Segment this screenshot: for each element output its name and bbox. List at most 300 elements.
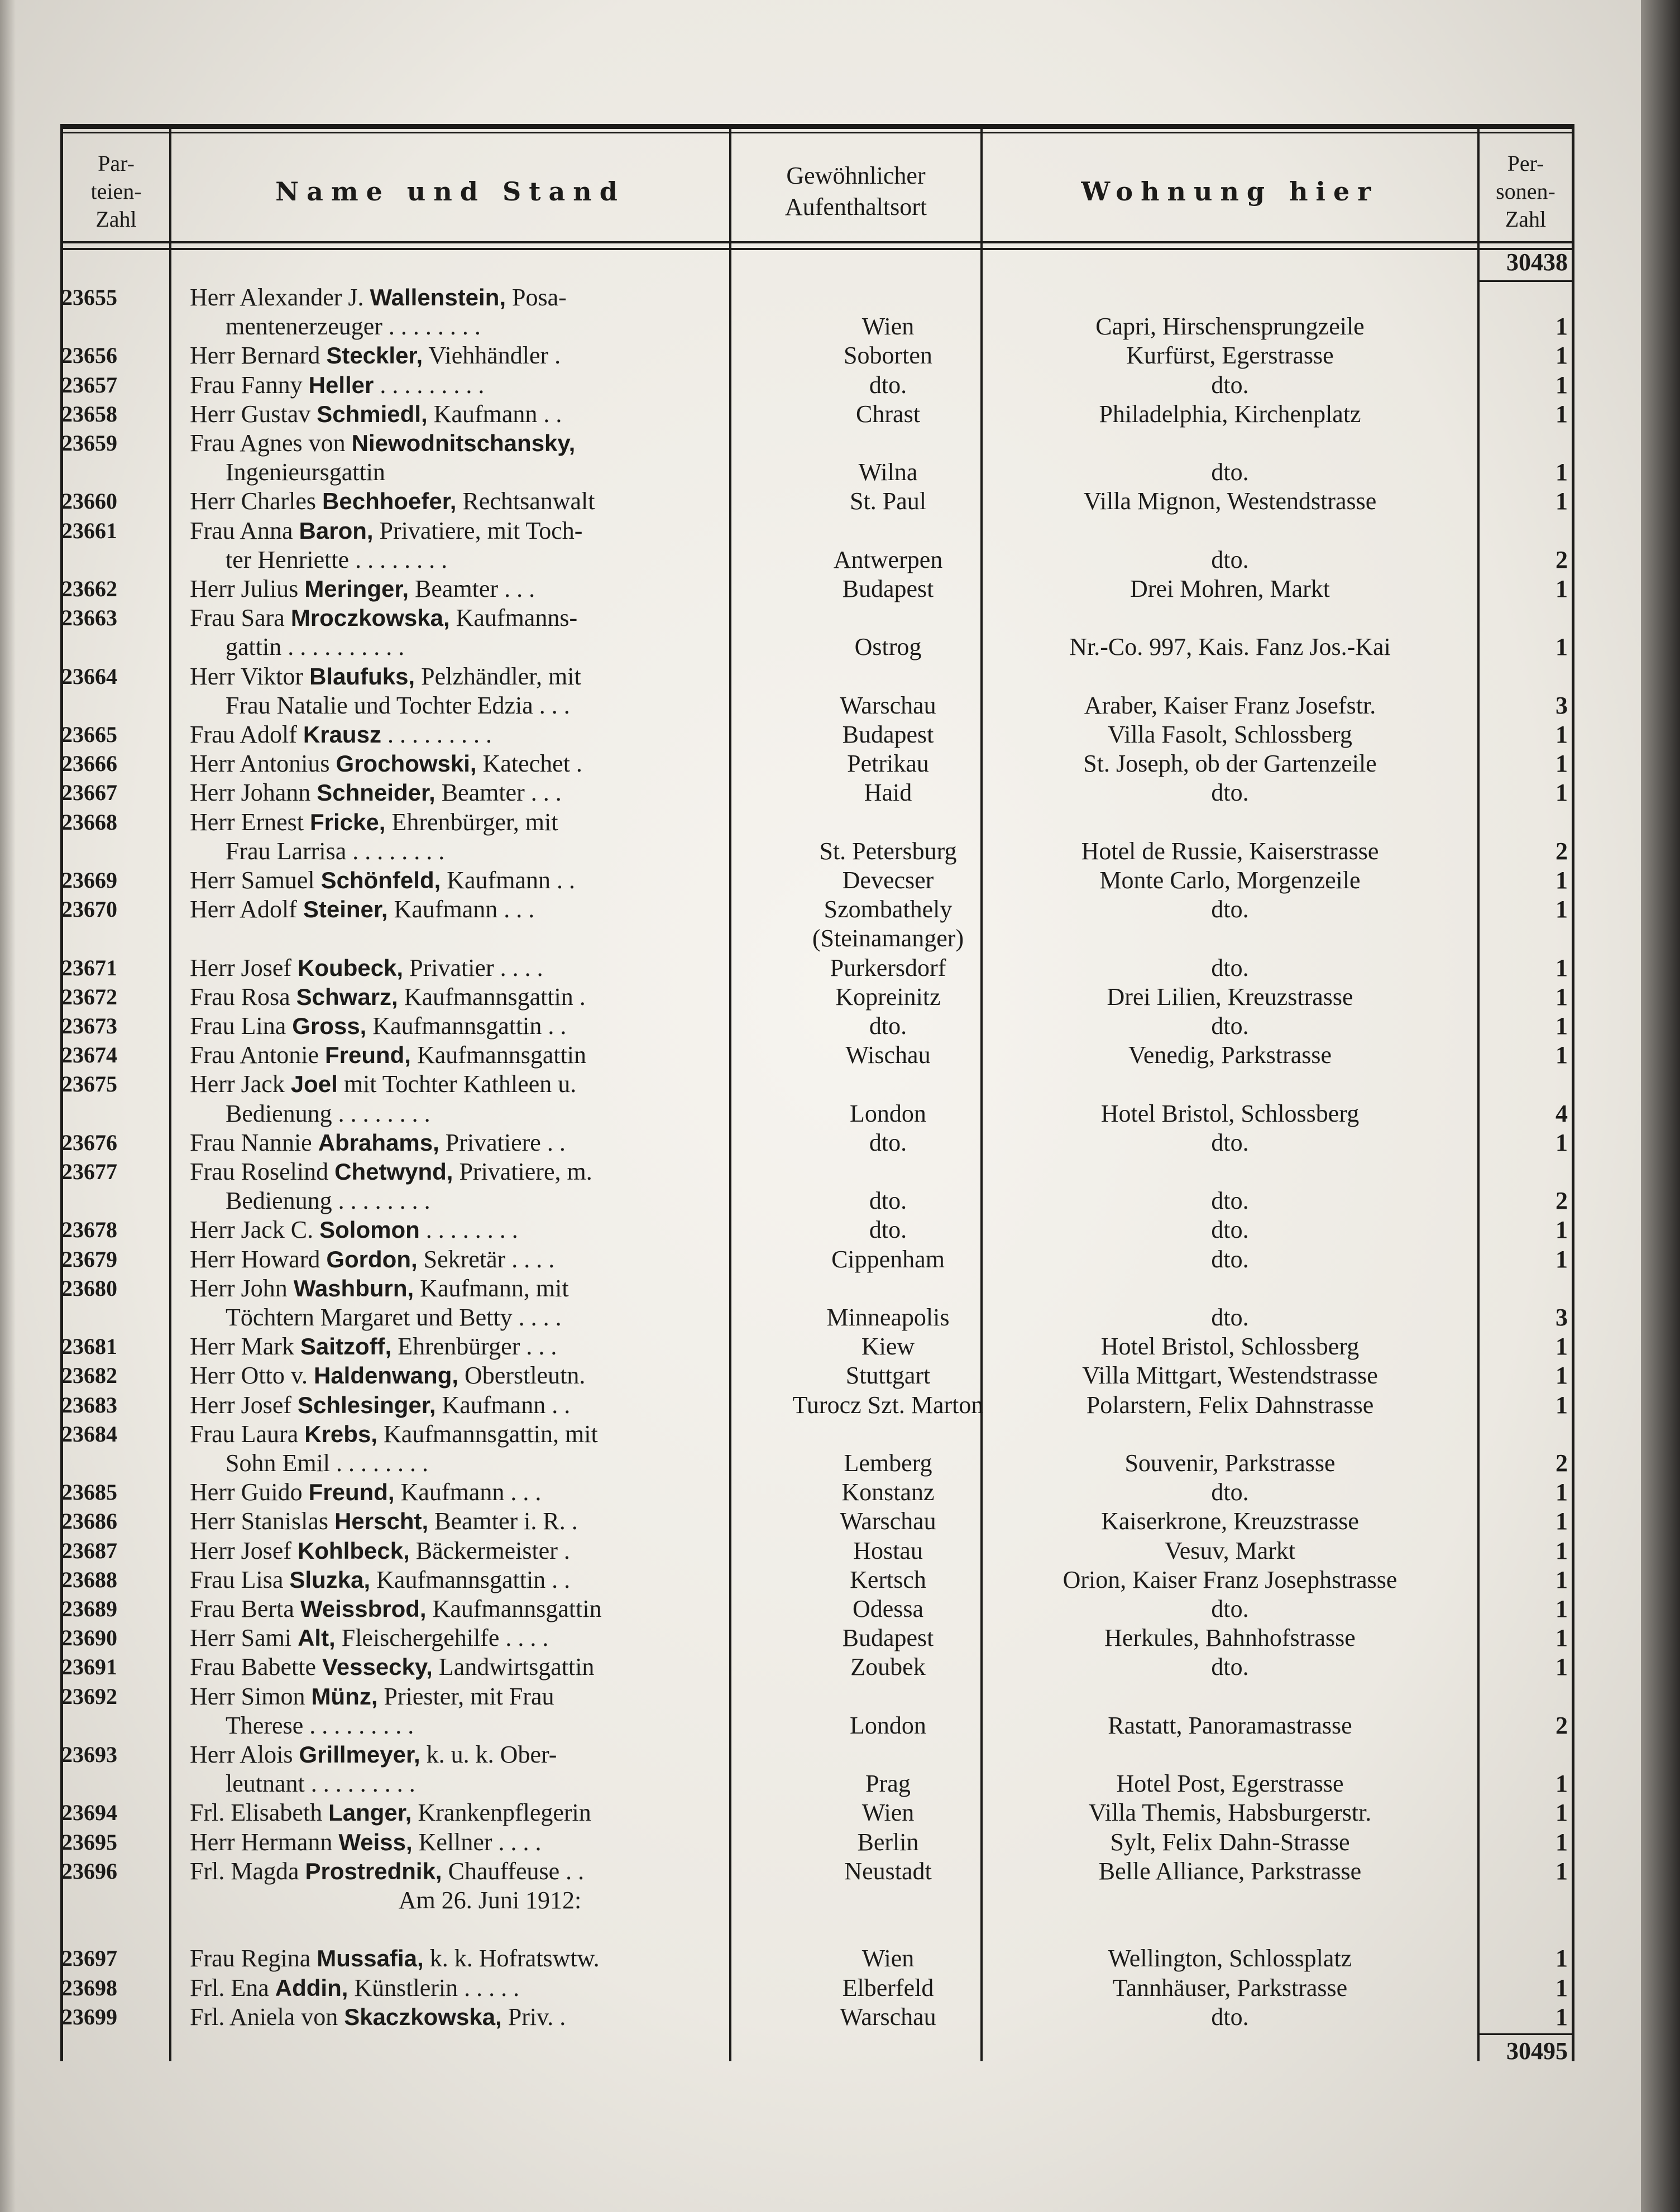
title-and-given-name: Frau Rosa <box>190 983 290 1011</box>
usual-residence: Budapest <box>842 575 934 602</box>
occupation: Priv. . <box>501 2003 566 2031</box>
party-number: 23696 <box>61 1858 117 1884</box>
title-and-given-name: Herr Josef <box>190 954 292 981</box>
surname: Heller <box>308 371 374 398</box>
occupation: k. k. Hofratswtw. <box>423 1945 600 1972</box>
header-wohnung-label: Wohnung hier <box>1081 176 1379 207</box>
name-continuation: Therese . . . . . . . . . <box>226 1711 414 1739</box>
name-and-status <box>190 1215 790 1244</box>
occupation: Oberstleutn. <box>458 1362 586 1390</box>
usual-residence: Wischau <box>845 1041 931 1069</box>
name-and-status <box>190 1565 790 1595</box>
party-number: 23687 <box>61 1538 117 1563</box>
name-and-status <box>190 808 790 837</box>
lodging-here: Kaiserkrone, Kreuzstrasse <box>1101 1507 1359 1535</box>
lodging-here: Rastatt, Panoramastrasse <box>1108 1711 1352 1739</box>
lodging-here: dto. <box>1211 1187 1249 1215</box>
surname: Joel <box>290 1071 338 1098</box>
party-number: 23680 <box>61 1275 117 1301</box>
person-count: 1 <box>1555 400 1568 428</box>
surname: Abrahams, <box>318 1129 439 1156</box>
party-number: 23659 <box>61 430 117 456</box>
surname: Steckler, <box>326 342 423 369</box>
surname: Langer, <box>328 1799 412 1826</box>
lodging-here: Hotel Bristol, Schlossberg <box>1100 1333 1360 1361</box>
title-and-given-name: Frau Regina <box>190 1945 311 1972</box>
party-number: 23673 <box>61 1013 117 1038</box>
name-and-status <box>190 1624 790 1653</box>
lodging-here: Souvenir, Parkstrasse <box>1124 1449 1336 1477</box>
title-and-given-name: Herr Josef <box>190 1536 292 1564</box>
party-number: 23665 <box>61 722 117 747</box>
occupation: Privatiere, mit Toch- <box>373 516 583 544</box>
party-number: 23672 <box>61 984 117 1009</box>
lodging-here: dto. <box>1211 1245 1249 1273</box>
occupation: Sekretär . . . . <box>417 1245 555 1273</box>
lodging-here: dto. <box>1211 1653 1249 1681</box>
table-top-rule <box>60 124 1574 129</box>
lodging-here: dto. <box>1211 458 1249 486</box>
lodging-here: Orion, Kaiser Franz Josephstrasse <box>1062 1565 1397 1593</box>
person-count: 1 <box>1555 1799 1568 1827</box>
party-number: 23686 <box>61 1509 117 1534</box>
usual-residence: London <box>850 1099 926 1127</box>
title-and-given-name: Frau Roselind <box>190 1158 329 1185</box>
person-count: 1 <box>1555 1128 1568 1156</box>
occupation: Bäckermeister . <box>409 1536 570 1564</box>
surname: Koubeck, <box>298 954 404 981</box>
occupation: Pelzhändler, mit <box>415 662 581 690</box>
name-and-status <box>190 662 790 691</box>
name-and-status <box>190 1361 790 1390</box>
party-number: 23689 <box>61 1596 117 1621</box>
title-and-given-name: Herr Viktor <box>190 662 304 690</box>
party-number: 23676 <box>61 1129 117 1155</box>
name-and-status <box>190 341 790 370</box>
lodging-here: dto. <box>1211 896 1249 923</box>
party-number: 23697 <box>61 1946 117 1971</box>
page-right-edge <box>1641 0 1680 2212</box>
page-left-shadow <box>0 0 16 2212</box>
lodging-here: dto. <box>1211 779 1249 807</box>
surname: Gross, <box>292 1013 367 1039</box>
title-and-given-name: Herr Charles <box>190 487 317 515</box>
title-and-given-name: Herr Josef <box>190 1391 292 1419</box>
occupation: Kaufmannsgattin . <box>398 983 586 1011</box>
occupation: Kaufmann . . <box>441 866 575 894</box>
usual-residence: Warschau <box>840 1507 936 1535</box>
occupation: Beamter . . . <box>409 575 535 602</box>
surname: Weiss, <box>338 1828 413 1855</box>
table-top-rule-thin <box>60 132 1574 133</box>
usual-residence: Haid <box>864 779 912 807</box>
lodging-here: dto. <box>1211 2003 1249 2031</box>
surname: Haldenwang, <box>313 1362 459 1389</box>
surname: Mroczkowska, <box>290 605 450 631</box>
person-count: 1 <box>1555 1216 1568 1244</box>
person-count: 1 <box>1555 458 1568 486</box>
lodging-here: dto. <box>1211 545 1249 573</box>
title-and-given-name: Herr Simon <box>190 1682 305 1710</box>
party-number: 23655 <box>61 285 117 310</box>
name-and-status <box>190 1391 790 1420</box>
title-and-given-name: Frau Lina <box>190 1012 286 1040</box>
person-count: 1 <box>1555 371 1568 399</box>
title-and-given-name: Herr Jack C. <box>190 1216 314 1244</box>
name-and-status <box>190 574 790 604</box>
person-count: 1 <box>1555 1974 1568 2002</box>
person-count: 1 <box>1555 954 1568 981</box>
party-number: 23691 <box>61 1654 117 1680</box>
name-and-status <box>190 1420 790 1449</box>
name-and-status <box>190 2003 790 2032</box>
occupation: Landwirtsgattin <box>432 1653 595 1681</box>
surname: Blaufuks, <box>309 663 415 690</box>
surname: Gordon, <box>326 1246 418 1272</box>
header-pers-line1: Per- <box>1507 151 1544 176</box>
title-and-given-name: Herr Alexander J. <box>190 284 364 311</box>
name-continuation: gattin . . . . . . . . . . <box>226 633 405 661</box>
surname: Krausz <box>303 721 381 748</box>
name-and-status <box>190 1682 790 1711</box>
title-and-given-name: Frau Nannie <box>190 1128 312 1156</box>
person-count: 1 <box>1555 721 1568 748</box>
party-number: 23661 <box>61 518 117 543</box>
name-and-status <box>190 983 790 1012</box>
person-count: 1 <box>1555 313 1568 341</box>
surname: Schneider, <box>317 779 435 806</box>
usual-residence: dto. <box>869 1216 907 1244</box>
surname: Meringer, <box>304 576 409 602</box>
final-total-overline <box>1480 2033 1572 2035</box>
usual-residence: Wien <box>861 1799 915 1827</box>
name-continuation: mentenerzeuger . . . . . . . . <box>226 313 481 341</box>
carry-total-underline <box>1480 280 1572 282</box>
title-and-given-name: Frl. Ena <box>190 1974 269 2002</box>
party-number: 23684 <box>61 1421 117 1447</box>
usual-residence: Purkersdorf <box>830 954 946 981</box>
name-and-status <box>190 400 790 429</box>
party-number: 23663 <box>61 605 117 631</box>
party-number: 23679 <box>61 1246 117 1272</box>
title-and-given-name: Herr Alois <box>190 1741 293 1768</box>
occupation: Priester, mit Frau <box>377 1682 554 1710</box>
party-number: 23668 <box>61 809 117 835</box>
title-and-given-name: Frl. Elisabeth <box>190 1799 323 1827</box>
occupation: Kaufmann . . . <box>394 1478 542 1506</box>
name-and-status <box>190 1944 790 1973</box>
usual-residence: London <box>850 1711 926 1739</box>
lodging-here: Araber, Kaiser Franz Josefstr. <box>1084 691 1376 719</box>
name-and-status <box>190 487 790 516</box>
party-number: 23656 <box>61 343 117 368</box>
surname: Solomon <box>319 1217 420 1243</box>
title-and-given-name: Frau Lisa <box>190 1565 284 1593</box>
party-number: 23667 <box>61 780 117 806</box>
lodging-here: Wellington, Schlossplatz <box>1108 1945 1352 1972</box>
usual-residence: Kertsch <box>850 1565 926 1593</box>
person-count: 1 <box>1555 1565 1568 1593</box>
party-number: 23690 <box>61 1625 117 1651</box>
usual-residence: dto. <box>869 1012 907 1040</box>
name-and-status <box>190 371 790 400</box>
usual-residence: Zoubek <box>850 1653 926 1681</box>
person-count: 2 <box>1555 1449 1568 1477</box>
party-number: 23677 <box>61 1159 117 1184</box>
usual-residence: Chrast <box>856 400 920 428</box>
title-and-given-name: Herr Guido <box>190 1478 303 1506</box>
lodging-here: dto. <box>1211 954 1249 981</box>
party-number: 23699 <box>61 2004 117 2029</box>
surname: Herscht, <box>334 1508 429 1535</box>
name-continuation: ter Henriette . . . . . . . . <box>226 545 448 573</box>
name-and-status <box>190 429 790 458</box>
usual-residence: dto. <box>869 1128 907 1156</box>
party-number: 23698 <box>61 1975 117 2000</box>
header-partei-line2: teien- <box>90 179 142 204</box>
surname: Weissbrod, <box>300 1596 427 1622</box>
header-partei-line1: Par- <box>98 151 135 176</box>
person-count: 1 <box>1555 866 1568 894</box>
lodging-here: Monte Carlo, Morgenzeile <box>1099 866 1361 894</box>
usual-residence: Ostrog <box>854 633 922 661</box>
header-wohnung-hier <box>983 136 1477 247</box>
title-and-given-name: Herr Bernard <box>190 342 320 370</box>
occupation: Viehhändler . <box>423 342 561 370</box>
title-and-given-name: Frau Sara <box>190 604 285 632</box>
title-and-given-name: Herr Hermann <box>190 1828 333 1856</box>
usual-residence-line2: (Steinamanger) <box>812 925 964 952</box>
name-and-status <box>190 895 790 924</box>
surname: Mussafia, <box>317 1945 424 1972</box>
name-and-status <box>190 1536 790 1565</box>
surname: Kohlbeck, <box>298 1537 410 1564</box>
occupation: Kaufmannsgattin <box>426 1595 602 1622</box>
party-number: 23664 <box>61 663 117 689</box>
lodging-here: dto. <box>1211 1128 1249 1156</box>
party-number: 23678 <box>61 1217 117 1243</box>
person-count: 1 <box>1555 2003 1568 2031</box>
surname: Freund, <box>308 1479 395 1506</box>
party-number: 23657 <box>61 372 117 398</box>
occupation: Künstlerin . . . . . <box>348 1974 520 2002</box>
surname: Sluzka, <box>289 1566 371 1593</box>
surname: Grochowski, <box>336 750 477 777</box>
usual-residence: Warschau <box>840 691 936 719</box>
person-count: 1 <box>1555 1507 1568 1535</box>
surname: Baron, <box>299 517 374 544</box>
party-number: 23660 <box>61 489 117 514</box>
name-continuation: Sohn Emil . . . . . . . . <box>226 1449 429 1477</box>
occupation: Kaufmannsgattin . . <box>370 1565 571 1593</box>
name-continuation: Bedienung . . . . . . . . <box>226 1187 430 1215</box>
lodging-here: Kurfürst, Egerstrasse <box>1126 342 1334 370</box>
name-and-status <box>190 516 790 545</box>
title-and-given-name: Herr Howard <box>190 1245 320 1273</box>
occupation: Kaufmannsgattin <box>410 1041 587 1069</box>
person-count: 3 <box>1555 691 1568 719</box>
name-continuation: Frau Natalie und Tochter Edzia . . . <box>226 691 570 719</box>
occupation: Kaufmann . . <box>427 400 562 428</box>
party-number: 23674 <box>61 1042 117 1068</box>
usual-residence: Antwerpen <box>833 545 943 573</box>
surname: Alt, <box>298 1625 336 1651</box>
person-count: 4 <box>1555 1099 1568 1127</box>
usual-residence: Warschau <box>840 2003 936 2031</box>
occupation: Ehrenbürger, mit <box>385 808 558 836</box>
person-count: 2 <box>1555 545 1568 573</box>
party-number: 23669 <box>61 868 117 893</box>
occupation: Kaufmanns- <box>449 604 578 632</box>
surname: Skaczkowska, <box>344 2003 502 2030</box>
person-count: 1 <box>1555 1333 1568 1361</box>
occupation: Beamter i. R. . <box>428 1507 578 1535</box>
header-bottom-rule-2 <box>60 248 1574 250</box>
lodging-here: Villa Mittgart, Westendstrasse <box>1082 1362 1378 1390</box>
surname: Addin, <box>275 1974 348 2001</box>
name-and-status <box>190 778 790 807</box>
title-and-given-name: Frau Adolf <box>190 721 297 748</box>
person-count: 1 <box>1555 750 1568 778</box>
surname: Wallenstein, <box>370 284 506 310</box>
occupation: Privatier . . . . <box>403 954 543 981</box>
occupation: Rechtsanwalt <box>456 487 595 515</box>
party-number: 23681 <box>61 1334 117 1359</box>
title-and-given-name: Frau Antonie <box>190 1041 319 1069</box>
final-total: 30495 <box>1506 2037 1568 2065</box>
surname: Freund, <box>324 1042 411 1069</box>
usual-residence: Kiew <box>861 1333 915 1361</box>
person-count: 1 <box>1555 1536 1568 1564</box>
lodging-here: dto. <box>1211 1304 1249 1331</box>
title-and-given-name: Herr Julius <box>190 575 299 602</box>
surname: Saitzoff, <box>300 1333 392 1360</box>
name-continuation: leutnant . . . . . . . . . <box>226 1770 415 1798</box>
occupation: Krankenpflegerin <box>411 1799 591 1827</box>
person-count: 1 <box>1555 1653 1568 1681</box>
party-number: 23675 <box>61 1071 117 1097</box>
title-and-given-name: Frl. Magda <box>190 1857 299 1885</box>
usual-residence: Kopreinitz <box>835 983 941 1011</box>
surname: Bechhoefer, <box>322 488 457 515</box>
occupation: mit Tochter Kathleen u. <box>337 1070 577 1098</box>
person-count: 3 <box>1555 1304 1568 1331</box>
title-and-given-name: Frl. Aniela von <box>190 2003 338 2031</box>
name-continuation: Töchtern Margaret und Betty . . . . <box>226 1304 562 1331</box>
person-count: 2 <box>1555 1711 1568 1739</box>
surname: Schwarz, <box>296 983 398 1010</box>
usual-residence: Berlin <box>857 1828 919 1856</box>
name-and-status <box>190 1478 790 1507</box>
person-count: 1 <box>1555 633 1568 661</box>
header-partei-line3: Zahl <box>95 207 137 232</box>
title-and-given-name: Herr Gustav <box>190 400 311 428</box>
occupation: . . . . . . . . . <box>374 371 485 399</box>
party-number: 23693 <box>61 1742 117 1767</box>
occupation: Ehrenbürger . . . <box>391 1333 557 1361</box>
lodging-here: Polarstern, Felix Dahnstrasse <box>1086 1391 1374 1419</box>
header-ort-line1: Gewöhnlicher <box>786 162 926 189</box>
usual-residence: Odessa <box>852 1595 924 1622</box>
header-personen-zahl <box>1480 136 1572 247</box>
lodging-here: dto. <box>1211 1216 1249 1244</box>
surname: Münz, <box>311 1683 378 1710</box>
usual-residence: Prag <box>865 1770 911 1798</box>
usual-residence: Wilna <box>858 458 918 486</box>
person-count: 1 <box>1555 1624 1568 1652</box>
usual-residence: Budapest <box>842 721 934 748</box>
party-number: 23662 <box>61 576 117 601</box>
person-count: 1 <box>1555 1391 1568 1419</box>
surname: Grillmeyer, <box>299 1741 420 1768</box>
name-and-status <box>190 1274 790 1303</box>
lodging-here: Herkules, Bahnhofstrasse <box>1104 1624 1356 1652</box>
lodging-here: Sylt, Felix Dahn-Strasse <box>1110 1828 1350 1856</box>
person-count: 1 <box>1555 342 1568 370</box>
occupation: k. u. k. Ober- <box>420 1741 557 1768</box>
name-and-status <box>190 1041 790 1070</box>
header-partei-zahl <box>63 136 169 247</box>
name-and-status <box>190 1157 790 1186</box>
lodging-here: Villa Fasolt, Schlossberg <box>1108 721 1352 748</box>
lodging-here: dto. <box>1211 1012 1249 1040</box>
lodging-here: Philadelphia, Kirchenplatz <box>1099 400 1361 428</box>
usual-residence: dto. <box>869 1187 907 1215</box>
person-count: 1 <box>1555 1945 1568 1972</box>
lodging-here: Venedig, Parkstrasse <box>1128 1041 1332 1069</box>
surname: Chetwynd, <box>334 1158 453 1185</box>
person-count: 1 <box>1555 1595 1568 1622</box>
lodging-here: dto. <box>1211 1595 1249 1622</box>
carry-over-total: 30438 <box>1506 248 1568 276</box>
guest-register-table <box>60 124 1574 2065</box>
name-continuation: Bedienung . . . . . . . . <box>226 1099 430 1127</box>
party-number: 23666 <box>61 751 117 777</box>
name-and-status <box>190 1974 790 2003</box>
name-and-status <box>190 1798 790 1827</box>
party-number: 23694 <box>61 1800 117 1826</box>
lodging-here: Hotel Bristol, Schlossberg <box>1100 1099 1360 1127</box>
party-number: 23670 <box>61 897 117 922</box>
surname: Vessecky, <box>322 1654 433 1680</box>
surname: Fricke, <box>310 808 386 835</box>
person-count: 1 <box>1555 896 1568 923</box>
name-continuation: Frau Larrisa . . . . . . . . <box>226 837 445 865</box>
surname: Krebs, <box>304 1420 377 1447</box>
usual-residence: Konstanz <box>841 1478 935 1506</box>
usual-residence: dto. <box>869 371 907 399</box>
surname: Schlesinger, <box>298 1391 436 1418</box>
usual-residence: Devecser <box>842 866 934 894</box>
party-number: 23683 <box>61 1392 117 1418</box>
person-count: 2 <box>1555 837 1568 865</box>
header-name-und-stand <box>171 136 729 247</box>
usual-residence: Soborten <box>844 342 932 370</box>
occupation: Kaufmann, mit <box>414 1274 569 1302</box>
person-count: 1 <box>1555 1041 1568 1069</box>
name-and-status <box>190 749 790 778</box>
title-and-given-name: Herr Mark <box>190 1333 294 1361</box>
party-number: 23688 <box>61 1567 117 1592</box>
header-ort-line2: Aufenthaltsort <box>784 193 927 221</box>
usual-residence: Turocz Szt. Marton <box>792 1391 984 1419</box>
usual-residence: Budapest <box>842 1624 934 1652</box>
title-and-given-name: Herr Sami <box>190 1624 292 1652</box>
person-count: 1 <box>1555 1362 1568 1390</box>
lodging-here: Drei Mohren, Markt <box>1129 575 1330 602</box>
title-and-given-name: Frau Anna <box>190 516 293 544</box>
usual-residence: Lemberg <box>844 1449 932 1477</box>
